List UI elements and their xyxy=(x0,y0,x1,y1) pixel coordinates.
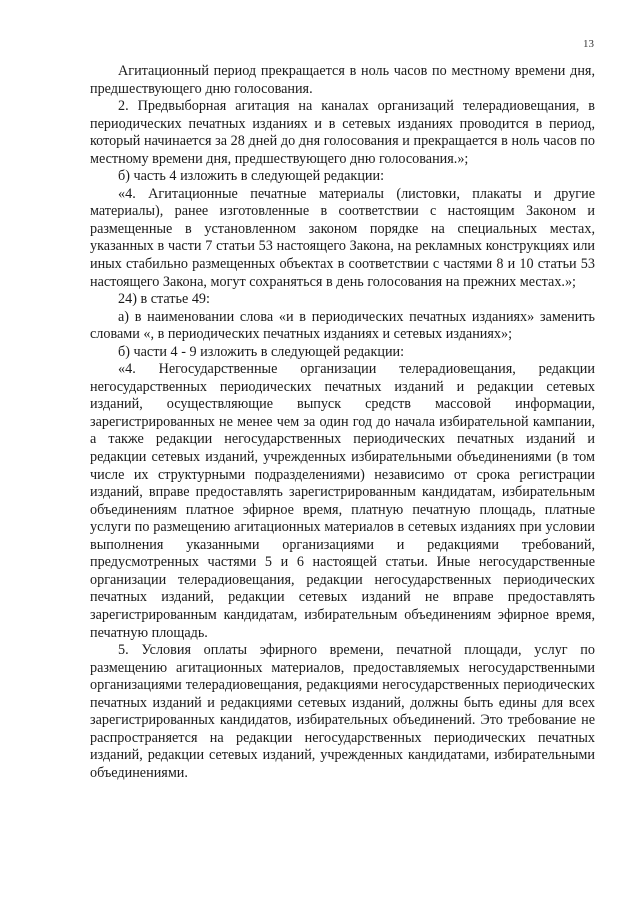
paragraph-printed-materials: «4. Агитационные печатные материалы (листовки, плакаты и другие материалы), ранее изготовленные в соответствии с настоящим Законом и размещенные в установленном законом порядке на специальных местах, указанных в части 7 статьи 53 настоящего Закона, на рекламных конструкциях или иных стабильно размещенных объектах в соответствии с частями 8 и 10 статьи 53 настоящего Закона, могут сохраняться в день голосования на прежних местах.»; xyxy=(90,185,595,290)
page-number: 13 xyxy=(583,38,594,50)
document-body xyxy=(90,63,595,782)
paragraph-article-49: 24) в статье 49: xyxy=(118,291,210,308)
paragraph-part-4-instruction: б) часть 4 изложить в следующей редакции: xyxy=(118,168,385,185)
paragraph-agitation-period-end: Агитационный период прекращается в ноль часов по местному времени дня, предшествующего дню голосования. xyxy=(90,63,595,97)
paragraph-part-4-text: «4. Негосударственные организации телерадиовещания, редакции негосударственных периодических печатных изданий и редакции сетевых изданий, осуществляющие выпуск средств массовой информации, зарегистрированных не менее чем за один год до начала избирательной кампании, а также редакции негосударственных периодических печатных изданий и редакции сетевых изданий, учрежденных избирательными объединениями (в том числе их структурными подразделениями) независимо от срока регистрации изданий, вправе предоставлять зарегистрированным кандидатам, избирательным объединениям платное эфирное время, платную печатную площадь, платные услуги по размещению агитационных материалов в сетевых изданиях при условии выполнения указанными организациями и редакциями требований, предусмотренных частями 5 и 6 настоящей статьи. Иные негосударственные организации телерадиовещания, редакции негосударственных периодических печатных изданий, редакции сетевых изданий не вправе предоставлять зарегистрированным кандидатам, избирательным объединениям эфирное время, печатную площадь. xyxy=(90,361,595,641)
paragraph-pre-election-agitation: 2. Предвыборная агитация на каналах организаций телерадиовещания, в периодических печатных изданиях и в сетевых изданиях проводится в период, который начинается за 28 дней до дня голосования и прекращается в ноль часов по местному времени дня, предшествующего дню голосования.»; xyxy=(90,98,595,167)
paragraph-parts-4-9-instruction: б) части 4 - 9 изложить в следующей редакции: xyxy=(118,343,405,360)
paragraph-part-5-text: 5. Условия оплаты эфирного времени, печатной площади, услуг по размещению агитационных материалов, предоставляемых негосударственными организациями телерадиовещания, редакциями негосударственных периодических печатных изданий и редакциями сетевых изданий, должны быть едины для всех зарегистрированных кандидатов, избирательных объединений. Это требование не распространяется на редакции негосударственных периодических печатных изданий, редакции сетевых изданий, учрежденных кандидатами, избирательными объединениями. xyxy=(90,642,595,781)
paragraph-title-change: а) в наименовании слова «и в периодических печатных изданиях» заменить словами «, в периодических печатных изданиях и сетевых изданиях»; xyxy=(90,308,595,343)
